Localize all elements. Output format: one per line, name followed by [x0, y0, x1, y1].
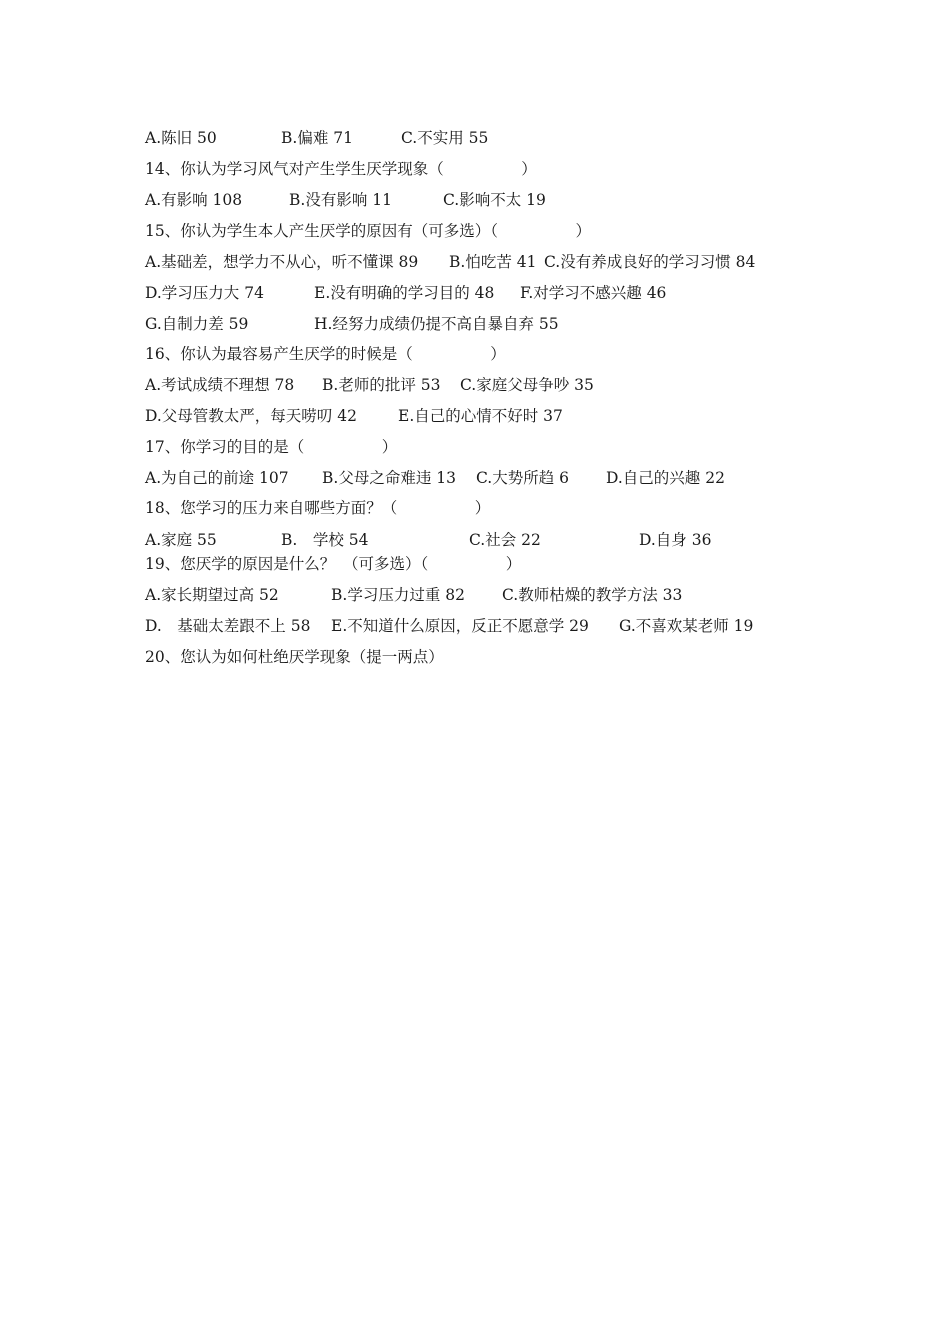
q18-option-c: C.社会 22 [469, 531, 541, 549]
q18-question: 18、您学习的压力来自哪些方面？（ ） [145, 499, 491, 517]
q13-option-b: B.偏难 71 [281, 129, 353, 147]
q15-option-a: A.基础差，想学力不从心，听不懂课 89 [145, 253, 419, 271]
q15-option-h: H.经努力成绩仍提不高自暴自弃 55 [314, 315, 559, 333]
q14-question: 14、你认为学习风气对产生学生厌学现象（ ） [145, 160, 537, 178]
q20-question: 20、您认为如何杜绝厌学现象（提一两点） [145, 648, 444, 666]
q16-option-e: E.自己的心情不好时 37 [398, 407, 563, 425]
q19-option-c: C.教师枯燥的教学方法 33 [502, 586, 683, 604]
q16-question: 16、你认为最容易产生厌学的时候是（ ） [145, 345, 506, 363]
q19-option-a: A.家长期望过高 52 [145, 586, 279, 604]
q14-option-b: B.没有影响 11 [289, 191, 392, 209]
q18-option-b: B. 学校 54 [281, 531, 369, 549]
q16-option-d: D.父母管教太严，每天唠叨 42 [145, 407, 357, 425]
q17-question: 17、你学习的目的是（ ） [145, 438, 398, 456]
q16-option-a: A.考试成绩不理想 78 [145, 376, 295, 394]
q15-option-g: G.自制力差 59 [145, 315, 249, 333]
q18-option-d: D.自身 36 [639, 531, 712, 549]
q15-question: 15、你认为学生本人产生厌学的原因有（可多选）（ ） [145, 222, 591, 240]
q15-option-d: D.学习压力大 74 [145, 284, 264, 302]
q17-option-c: C.大势所趋 6 [476, 469, 570, 487]
q19-option-g: G.不喜欢某老师 19 [619, 617, 754, 635]
q19-option-e: E.不知道什么原因，反正不愿意学 29 [331, 617, 589, 635]
q16-option-c: C.家庭父母争吵 35 [460, 376, 594, 394]
q19-option-b: B.学习压力过重 82 [331, 586, 465, 604]
q16-option-b: B.老师的批评 53 [322, 376, 441, 394]
q14-option-c: C.影响不太 19 [443, 191, 546, 209]
q18-option-a: A.家庭 55 [145, 531, 217, 549]
q15-option-f: F.对学习不感兴趣 46 [520, 284, 667, 302]
q15-option-b: B.怕吃苦 41 [449, 253, 537, 271]
q13-option-c: C.不实用 55 [401, 129, 489, 147]
q15-option-c: C.没有养成良好的学习习惯 84 [544, 253, 756, 271]
q15-option-e: E.没有明确的学习目的 48 [314, 284, 495, 302]
q17-option-a: A.为自己的前途 107 [145, 469, 289, 487]
q17-option-b: B.父母之命难违 13 [322, 469, 456, 487]
q17-option-d: D.自己的兴趣 22 [606, 469, 725, 487]
q19-question: 19、您厌学的原因是什么？ （可多选）（ ） [145, 555, 522, 573]
q19-option-d: D. 基础太差跟不上 58 [145, 617, 311, 635]
q13-option-a: A.陈旧 50 [145, 129, 217, 147]
q14-option-a: A.有影响 108 [145, 191, 243, 209]
